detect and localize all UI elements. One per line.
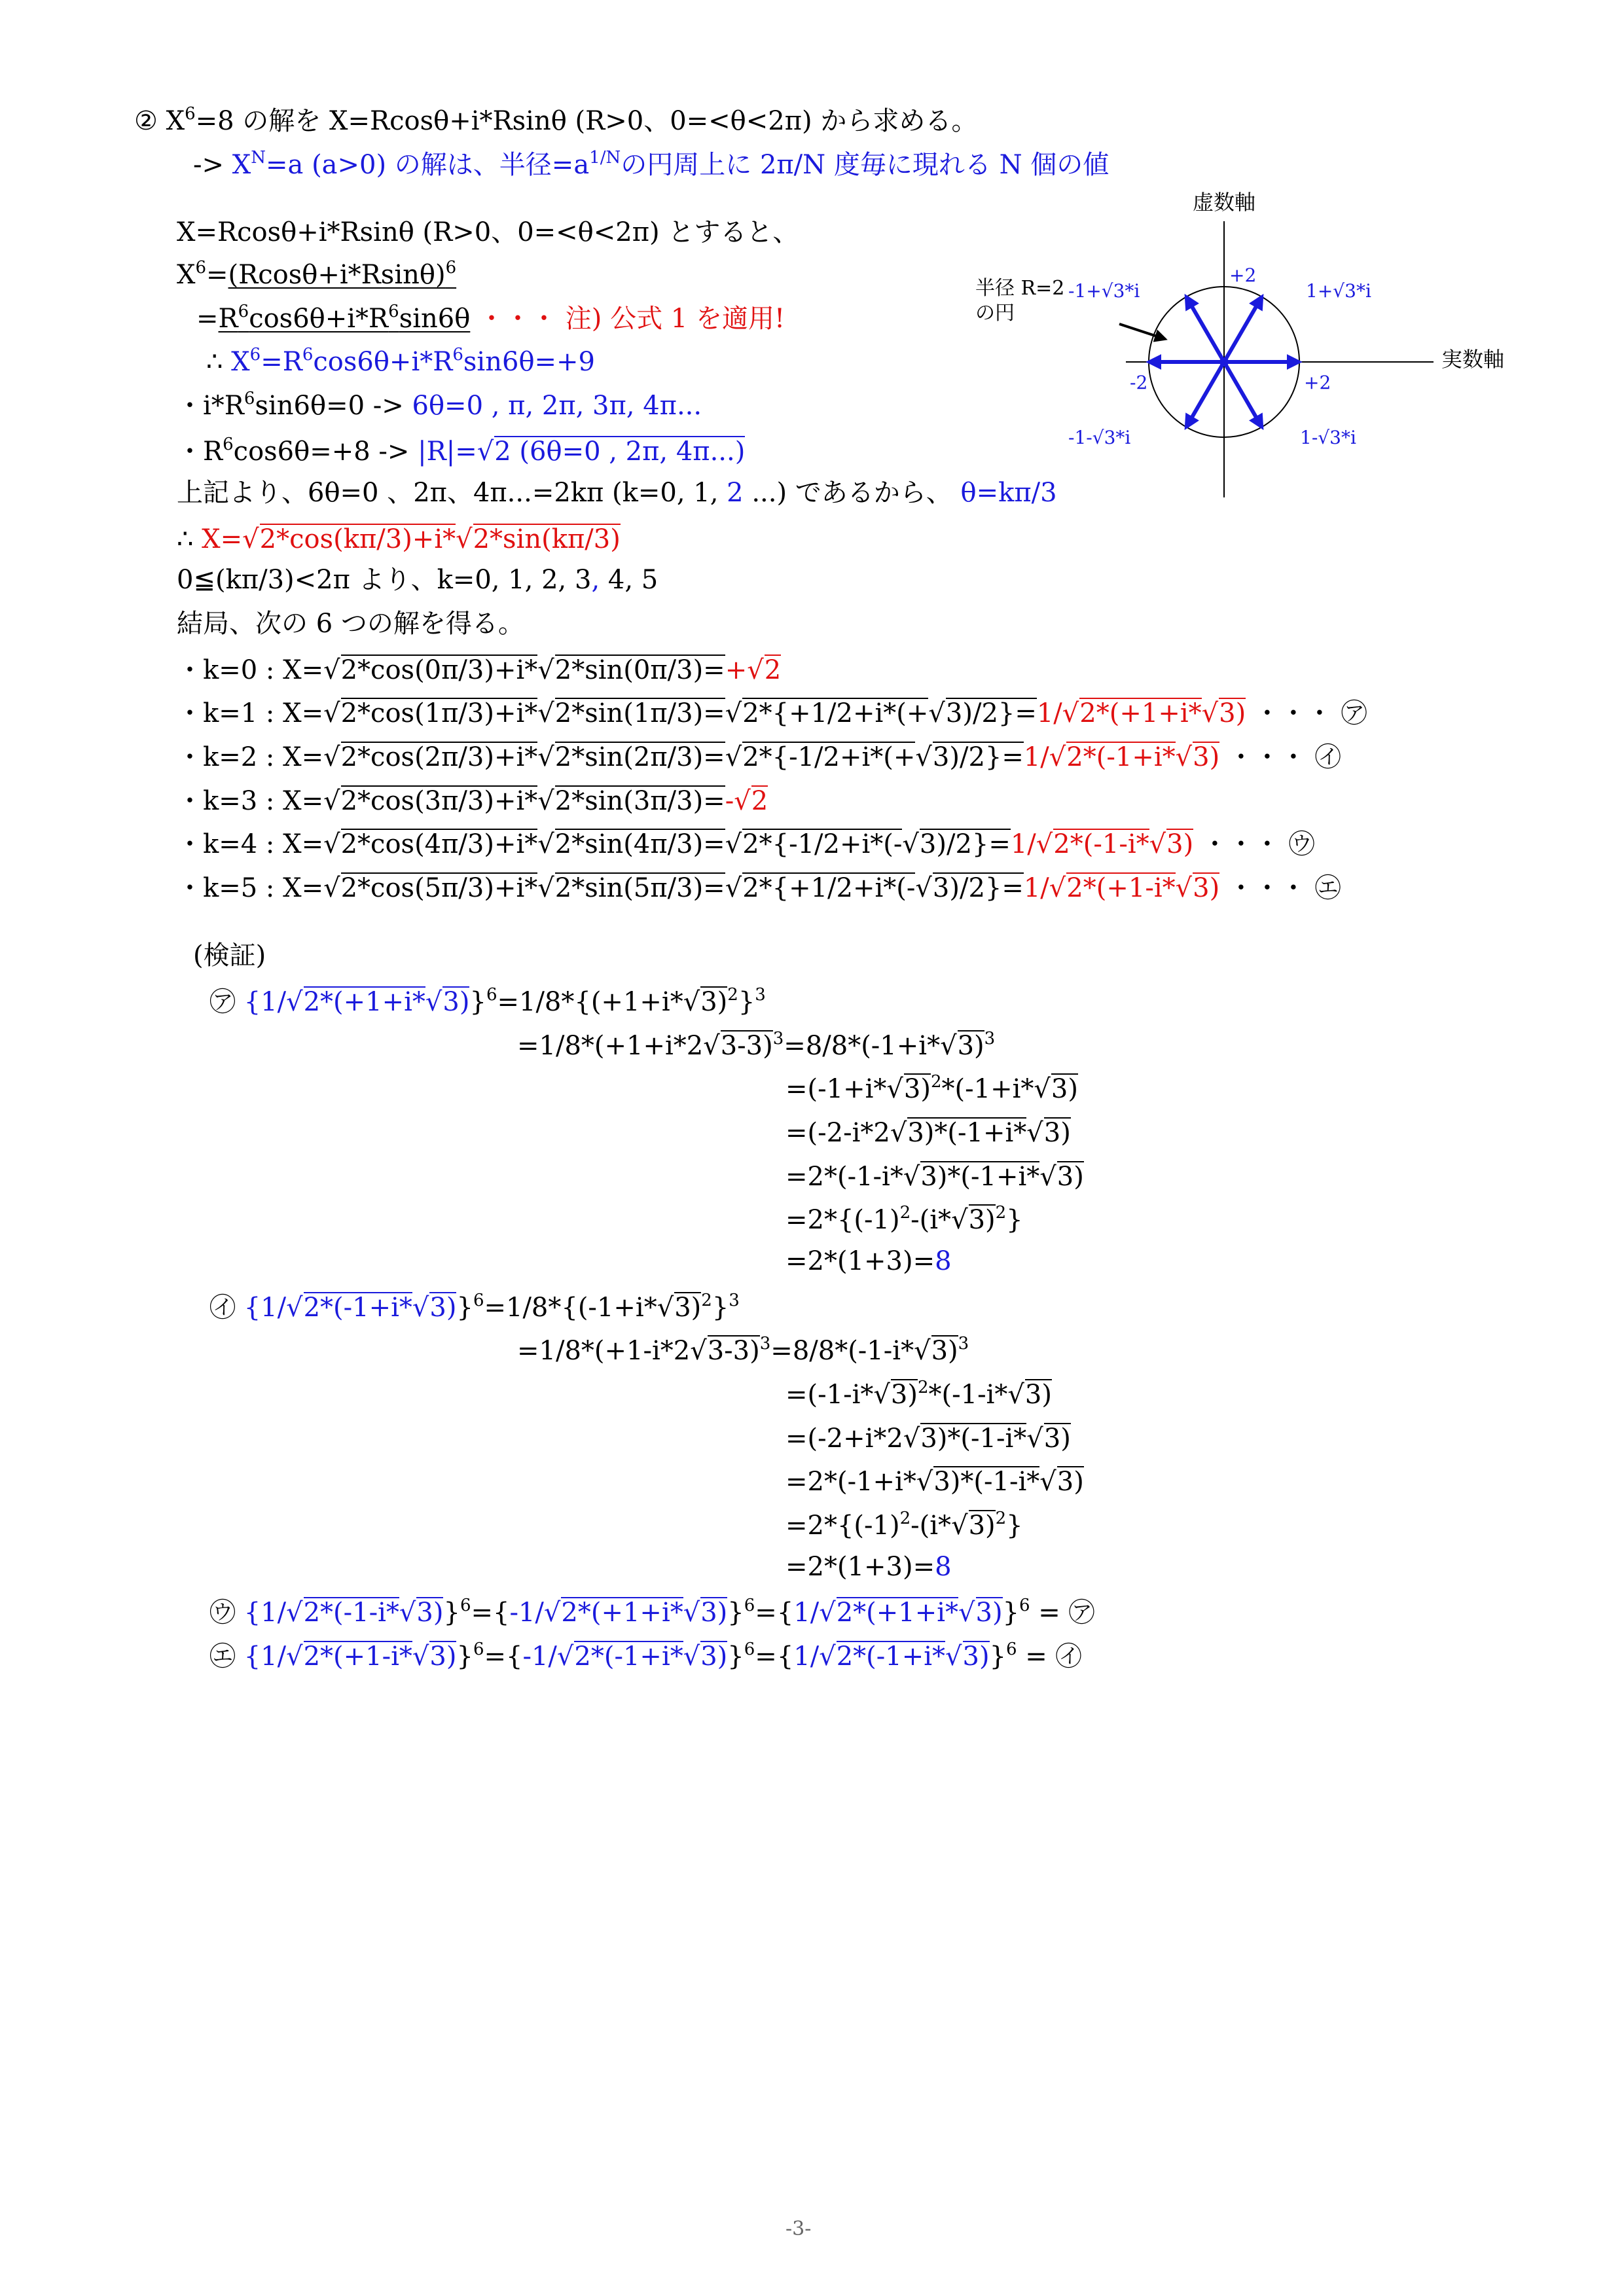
solution-k2: ・k=2 : X=√2*cos(2π/3)+i*√2*sin(2π/3)=√2*{-1/2+i*(+√3)/2}=1/√2*(-1+i*√3) ・・・ ㋑: [177, 742, 1341, 772]
complex-plane-diagram: [975, 190, 1512, 504]
derivation-line-8: ∴ X=√2*cos(kπ/3)+i*√2*sin(kπ/3): [177, 524, 621, 554]
problem-statement: ② $X^6=8$ の解を X=Rcosθ+i*Rsinθ (R>0、0=<θ<2π) から求める。: [134, 104, 978, 136]
verify-i-line-7: =2*(1+3)=8: [785, 1552, 952, 1582]
solution-k5: ・k=5 : X=√2*cos(5π/3)+i*√2*sin(5π/3)=√2*{+1/2+i*(-√3)/2}=1/√2*(+1-i*√3) ・・・ ㋓: [177, 873, 1341, 903]
radius-label-line-1: 半径 R=2: [975, 277, 1065, 300]
root-label-bottom-right: 1-√3*i: [1300, 427, 1356, 448]
derivation-line-10: 結局、次の 6 つの解を得る。: [177, 609, 524, 639]
hint-line: -> $X^N=a$ (a>0) の解は、半径$=a^{1/N}$の円周上に 2π/N 度毎に現れる N 個の値: [193, 148, 1110, 180]
verify-i-line-5: =2*(-1+i*√3)*(-1-i*√3): [785, 1467, 1084, 1497]
root-label-top-left: -1+√3*i: [1068, 280, 1140, 302]
solution-k0: ・k=0 : X=√2*cos(0π/3)+i*√2*sin(0π/3)=+√2: [177, 655, 782, 685]
radius-label-line-2: の円: [975, 302, 1015, 325]
verify-e-line: ㋓ $\{1/√2*(+1-i*√3)\}^6=\{-1/√2*(-1+i*√3)\}^6=\{1/√2*(-1+i*√3)\}^6$ = ㋑: [209, 1640, 1082, 1672]
derivation-line-5: ・$i*R^6\sin 6\theta=0 -> 6\theta=0$ , π, 2π, 3π, 4π...: [177, 389, 702, 421]
imag-axis-label: 虚数軸: [1192, 190, 1256, 215]
verify-a-line-7: =2*(1+3)=8: [785, 1246, 952, 1276]
root-arrow-240: [1186, 362, 1224, 427]
derivation-line-6: ・$R^6\cos 6\theta=+8 -> |R|=√2$ (6θ=0 , 2π, 4π...): [177, 435, 746, 467]
origin-dot: [1219, 357, 1229, 367]
verify-a-line-6: $=2*\{(-1)^2-(i*√3)^2\}$: [785, 1203, 1023, 1235]
verify-i-line-3: $=(-1-i*√3)^2*(-1-i*√3)$: [785, 1378, 1052, 1410]
root-label-top-right: 1+√3*i: [1306, 280, 1371, 302]
plus-two-real-label: +2: [1304, 372, 1331, 393]
root-arrow-120: [1186, 296, 1224, 362]
solution-k3: ・k=3 : X=√2*cos(3π/3)+i*√2*sin(3π/3)=-√2: [177, 786, 768, 816]
root-arrow-300: [1224, 362, 1262, 427]
verify-i-line-1: ㋑ $\{1/√2*(-1+i*√3)\}^6=1/8*\{(-1+i*√3)^2\}^3$: [209, 1291, 740, 1323]
verify-a-line-5: =2*(-1-i*√3)*(-1+i*√3): [785, 1162, 1084, 1192]
derivation-line-7: 上記より、6θ=0 、2π、4π...=2kπ (k=0, 1, 2 ...) であるから、 θ=kπ/3: [177, 478, 1057, 508]
problem-marker: ②: [134, 106, 158, 136]
verify-i-line-2: $=1/8*(+1-i*2√3-3)^3=8/8*(-1-i*√3)^3$: [517, 1334, 969, 1366]
derivation-line-4: ∴ $X^6=R^6\cos 6\theta+i*R^6\sin 6\theta=+9$: [206, 345, 595, 377]
derivation-line-1: X=Rcosθ+i*Rsinθ (R>0、0=<θ<2π) とすると、: [177, 217, 799, 247]
verify-a-line-4: =(-2-i*2√3)*(-1+i*√3): [785, 1118, 1071, 1148]
verify-u-line: ㋒ $\{1/√2*(-1-i*√3)\}^6=\{-1/√2*(+1+i*√3)\}^6=\{1/√2*(+1+i*√3)\}^6$ = ㋐: [209, 1596, 1095, 1628]
root-arrow-60: [1224, 296, 1262, 362]
derivation-line-9: 0≦(kπ/3)<2π より、k=0, 1, 2, 3, 4, 5: [177, 565, 659, 595]
verify-a-line-2: $=1/8*(+1+i*2√3-3)^3=8/8*(-1+i*√3)^3$: [517, 1029, 996, 1061]
derivation-line-2: $X^6=(Rcos\theta+i*Rsin\theta)^6$: [177, 258, 457, 290]
verify-i-line-4: =(-2+i*2√3)*(-1-i*√3): [785, 1424, 1071, 1454]
verify-a-line-1: ㋐ $\{1/√2*(+1+i*√3)\}^6=1/8*\{(+1+i*√3)^2\}^3$: [209, 985, 766, 1017]
verification-heading: (検証): [193, 941, 266, 971]
real-axis-label: 実数軸: [1441, 347, 1505, 372]
derivation-line-3: $=R^6\cos 6\theta+i*R^6\sin 6\theta$ ・・・ 注) 公式 1 を適用!: [196, 302, 785, 334]
plus-two-imag-label: +2: [1229, 264, 1257, 286]
solution-k4: ・k=4 : X=√2*cos(4π/3)+i*√2*sin(4π/3)=√2*{-1/2+i*(-√3)/2}=1/√2*(-1-i*√3) ・・・ ㋒: [177, 829, 1315, 859]
formula-note: ・・・ 注) 公式 1 を適用!: [478, 304, 785, 334]
verify-i-line-6: $=2*\{(-1)^2-(i*√3)^2\}$: [785, 1509, 1023, 1541]
solution-k1: ・k=1 : X=√2*cos(1π/3)+i*√2*sin(1π/3)=√2*{+1/2+i*(+√3)/2}=1/√2*(+1+i*√3) ・・・ ㋐: [177, 698, 1367, 728]
verify-a-line-3: $=(-1+i*√3)^2*(-1+i*√3)$: [785, 1072, 1078, 1104]
root-label-bottom-left: -1-√3*i: [1068, 427, 1131, 448]
page-number: -3-: [785, 2217, 812, 2240]
minus-two-real-label: -2: [1130, 372, 1148, 393]
therefore-icon: ∴: [206, 347, 223, 377]
